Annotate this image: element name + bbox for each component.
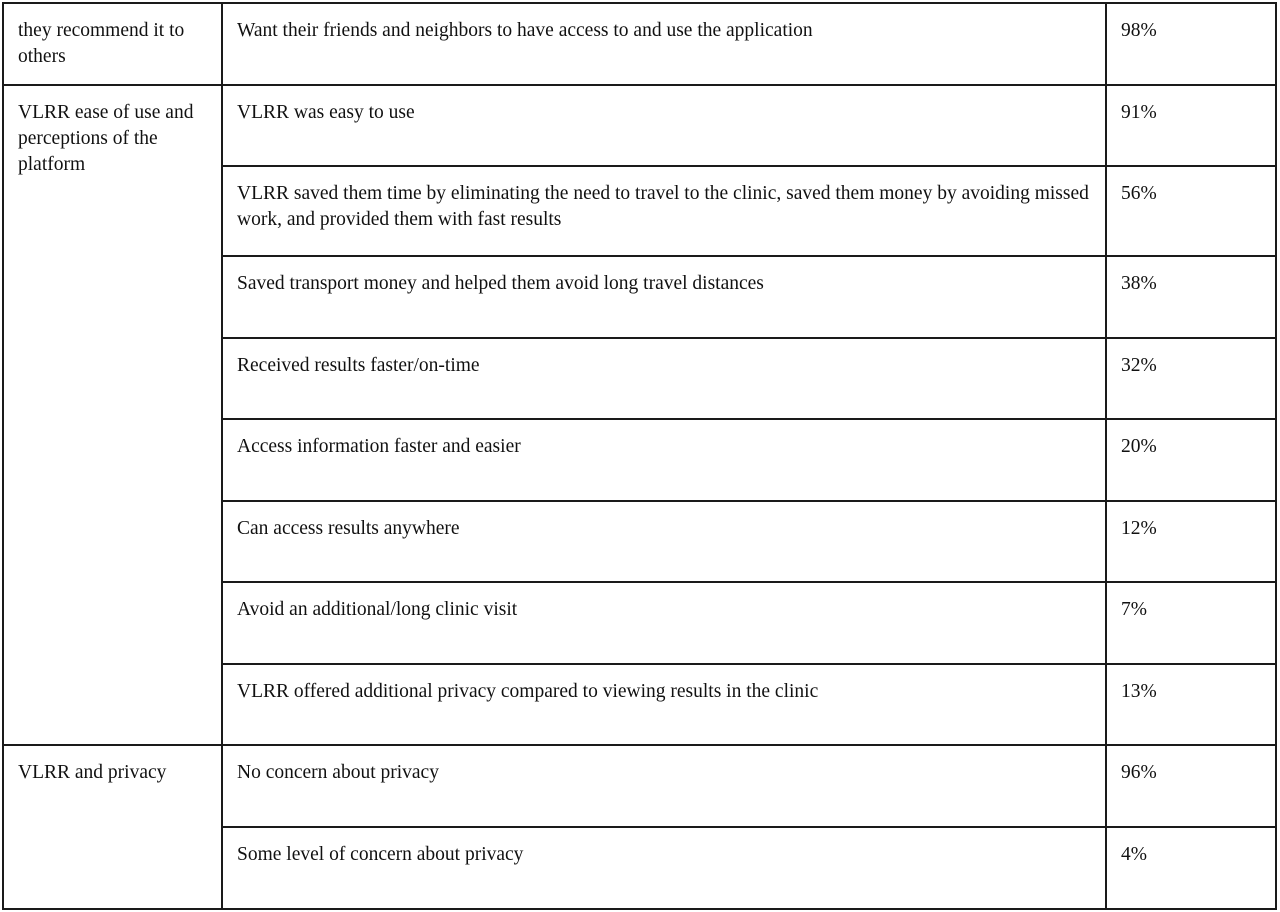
value-cell: 96%	[1106, 745, 1276, 827]
table-row	[3, 3, 1276, 85]
category-cell: VLRR and privacy	[3, 745, 222, 909]
value-cell: 91%	[1106, 85, 1276, 166]
table-row	[3, 745, 1276, 827]
table-row	[3, 85, 1276, 166]
description-cell: VLRR offered additional privacy compared to viewing results in the clinic	[222, 664, 1106, 745]
value-cell: 13%	[1106, 664, 1276, 745]
description-cell: Received results faster/on-time	[222, 338, 1106, 419]
description-cell: Want their friends and neighbors to have access to and use the application	[222, 3, 1106, 85]
category-cell: they recommend it to others	[3, 3, 222, 85]
description-cell: Can access results anywhere	[222, 501, 1106, 582]
description-cell: Avoid an additional/long clinic visit	[222, 582, 1106, 664]
value-cell: 38%	[1106, 256, 1276, 338]
value-cell: 7%	[1106, 582, 1276, 664]
value-cell: 20%	[1106, 419, 1276, 501]
category-cell: VLRR ease of use and perceptions of the platform	[3, 85, 222, 745]
description-cell: Access information faster and easier	[222, 419, 1106, 501]
results-table	[2, 2, 1277, 910]
value-cell: 12%	[1106, 501, 1276, 582]
value-cell: 98%	[1106, 3, 1276, 85]
value-cell: 4%	[1106, 827, 1276, 909]
description-cell: VLRR saved them time by eliminating the need to travel to the clinic, saved them money by avoiding missed work, and provided them with fast results	[222, 166, 1106, 256]
description-cell: Saved transport money and helped them avoid long travel distances	[222, 256, 1106, 338]
description-cell: VLRR was easy to use	[222, 85, 1106, 166]
value-cell: 32%	[1106, 338, 1276, 419]
description-cell: No concern about privacy	[222, 745, 1106, 827]
description-cell: Some level of concern about privacy	[222, 827, 1106, 909]
value-cell: 56%	[1106, 166, 1276, 256]
